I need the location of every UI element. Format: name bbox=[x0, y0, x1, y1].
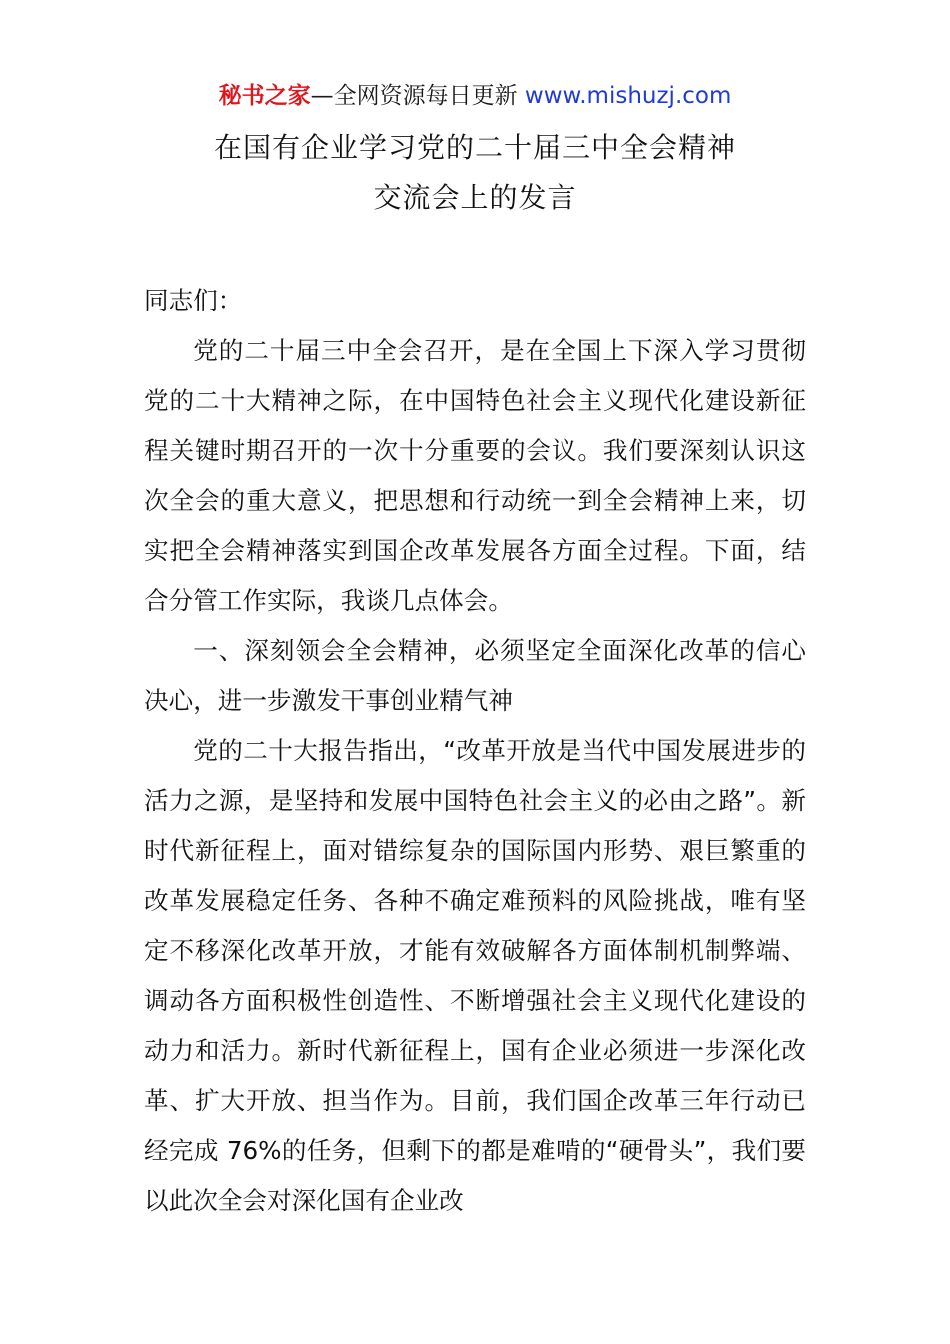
paragraph-intro: 党的二十届三中全会召开，是在全国上下深入学习贯彻党的二十大精神之际，在中国特色社会主义现代化建设新征程关键时期召开的一次十分重要的会议。我们要深刻认识这次全会的重大意义，把思想和行动统一到全会精神上来，切实把全会精神落实到国企改革发展各方面全过程。下面，结合分管工作实际，我谈几点体会。 bbox=[144, 336, 806, 615]
document-title-line-1: 在国有企业学习党的二十届三中全会精神 bbox=[213, 131, 736, 164]
section-heading-1: 一、深刻领会全会精神，必须坚定全面深化改革的信心决心，进一步激发干事创业精气神 bbox=[144, 636, 806, 715]
document-title-line-2: 交流会上的发言 bbox=[373, 181, 577, 214]
salutation: 同志们： bbox=[144, 286, 243, 315]
banner-url-link[interactable]: www.mishuzj.com bbox=[524, 83, 732, 109]
paragraph-section-1: 党的二十大报告指出，“改革开放是当代中国发展进步的活力之源，是坚持和发展中国特色社会主义的必由之路”。新时代新征程上，面对错综复杂的国际国内形势、艰巨繁重的改革发展稳定任务、各种不确定难预料的风险挑战，唯有坚定不移深化改革开放，才能有效破解各方面体制机制弊端、调动各方面积极性创造性、不断增强社会主义现代化建设的动力和活力。新时代新征程上，国有企业必须进一步深化改革、扩大开放、担当作为。目前，我们国企改革三年行动已经完成 76%的任务，但剩下的都是难啃的“硬骨头”，我们要以此次全会对深化国有企业改 bbox=[144, 736, 806, 1215]
document-body bbox=[144, 276, 806, 1226]
site-banner bbox=[0, 80, 950, 112]
banner-brand: 秘书之家 bbox=[218, 83, 311, 109]
banner-tagline: —全网资源每日更新 bbox=[310, 83, 525, 109]
